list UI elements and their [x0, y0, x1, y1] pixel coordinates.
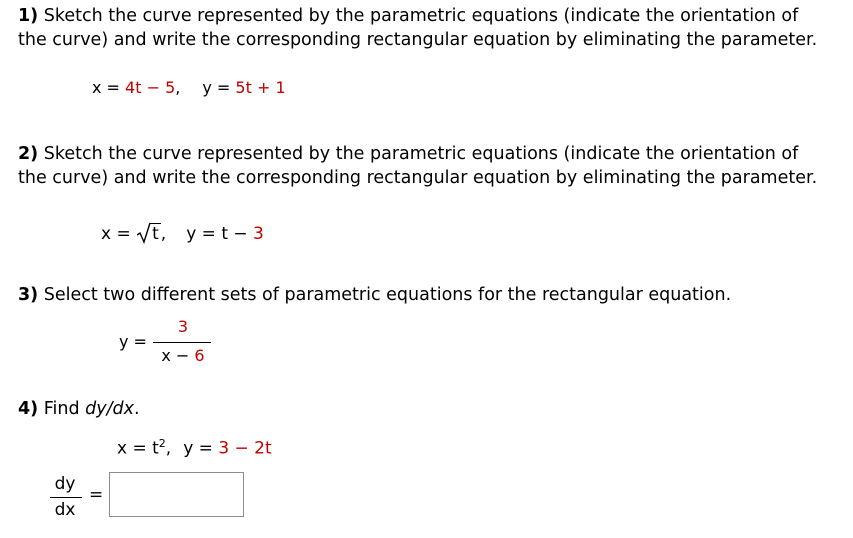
q2-eq-sep: , — [160, 224, 167, 244]
q4-deriv-fraction-bar — [50, 497, 82, 498]
q3-fraction-bar — [153, 342, 211, 343]
q2-eq-y-prefix: y = t − — [186, 224, 254, 244]
q4-eq-x-prefix: x = t — [117, 438, 159, 459]
q4-deriv-numerator: dy — [54, 474, 76, 494]
q4-eq-y-prefix: y = — [183, 438, 219, 459]
q3-denominator — [155, 346, 211, 365]
answer-input[interactable] — [109, 472, 244, 517]
q1-eq-y-value: 5t + 1 — [235, 78, 286, 97]
q1-prompt: Sketch the curve represented by the parametric equations (indicate the orientation of — [38, 6, 799, 26]
q1-text-line1 — [18, 4, 798, 28]
q3-denominator-prefix: x − — [161, 346, 195, 365]
q4-number: 4) — [18, 399, 39, 419]
q1-text-line2: the curve) and write the corresponding rectangular equation by eliminating the parameter. — [18, 30, 818, 50]
q4-deriv-denominator: dx — [54, 500, 76, 520]
q3-text — [18, 283, 731, 307]
q2-text-line1 — [18, 142, 798, 166]
q4-prompt-suffix: . — [134, 399, 140, 419]
q1-eq-y-prefix: y = — [202, 78, 236, 97]
q4-prompt-italic: dy/dx — [85, 399, 134, 419]
q2-equation — [101, 224, 264, 244]
q2-prompt: Sketch the curve represented by the parametric equations (indicate the orientation of — [38, 144, 799, 164]
q1-eq-x-prefix: x = — [92, 78, 126, 97]
radical-sign-icon — [137, 222, 151, 244]
q1-eq-sep: , — [175, 78, 181, 97]
q4-equals-sign: = — [89, 485, 104, 505]
q2-eq-radicand: t — [152, 224, 159, 244]
q1-eq-x-value: 4t − 5 — [125, 78, 176, 97]
q3-eq-y-prefix: y = — [119, 332, 147, 351]
q3-number: 3) — [18, 285, 39, 305]
q4-prompt-prefix: Find — [38, 399, 86, 419]
q1-number: 1) — [18, 6, 39, 26]
q3-prompt: Select two different sets of parametric equations for the rectangular equation. — [38, 285, 732, 305]
q2-eq-x-prefix: x = — [101, 224, 137, 244]
q2-text-line2: the curve) and write the corresponding rectangular equation by eliminating the parameter. — [18, 168, 818, 188]
q2-eq-y-value: 3 — [253, 224, 264, 244]
q3-denominator-value: 6 — [194, 346, 205, 365]
q4-eq-y-value: 3 − 2t — [218, 438, 272, 459]
q1-equation — [92, 78, 286, 97]
q4-equation — [117, 437, 272, 459]
q4-eq-x-exp: 2 — [158, 437, 166, 450]
q4-eq-sep: , — [165, 438, 172, 459]
q3-numerator: 3 — [177, 317, 189, 336]
q2-number: 2) — [18, 144, 39, 164]
sqrt-symbol — [137, 224, 161, 244]
q4-text — [18, 397, 140, 421]
